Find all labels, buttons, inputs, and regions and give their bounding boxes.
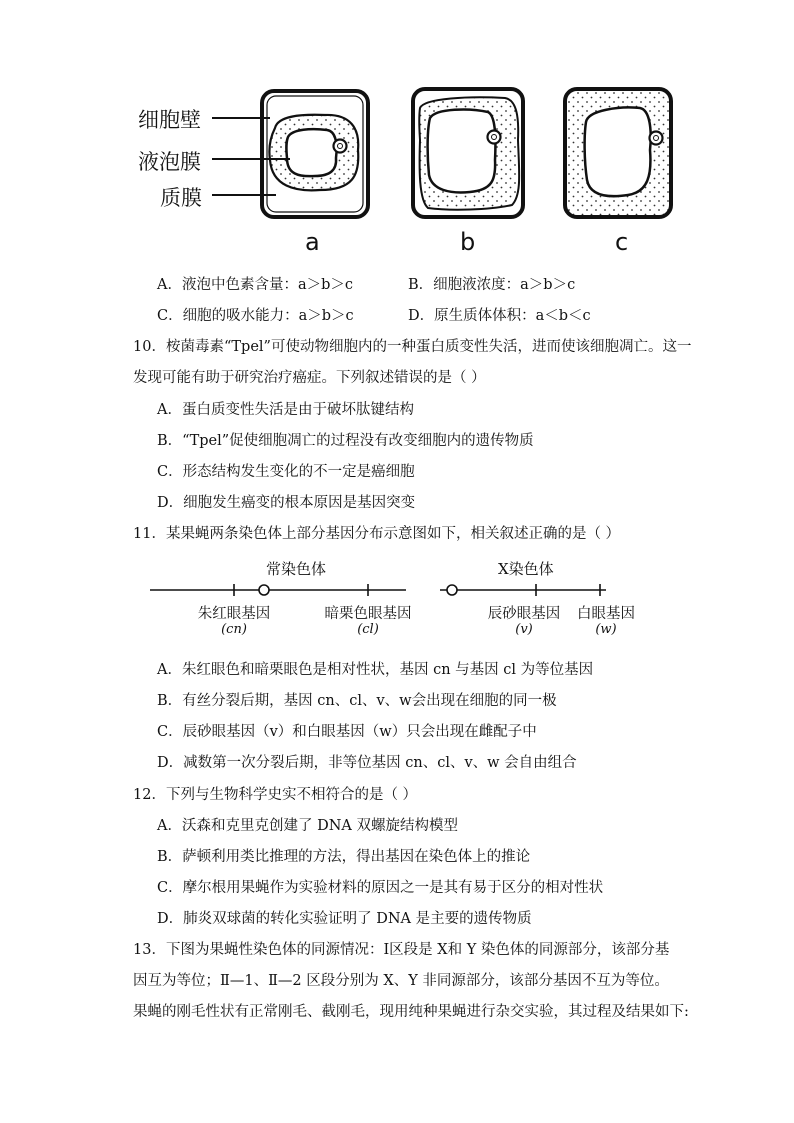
q12-option-a: A．沃森和克里克创建了 DNA 双螺旋结构模型 (157, 818, 458, 834)
q10-option-d: D．细胞发生癌变的根本原因是基因突变 (157, 495, 416, 511)
q10-option-b: B．“Tpel”促使细胞凋亡的过程没有改变细胞内的遗传物质 (157, 433, 534, 449)
q10-stem-line1: 10．桉菌毒素“Tpel”可使动物细胞内的一种蛋白质变性失活，进而使该细胞凋亡。这一 (133, 339, 692, 355)
q9-option-b: B．细胞液浓度：a＞b＞c (408, 277, 576, 293)
q11-option-a: A．朱红眼色和暗栗眼色是相对性状，基因 cn 与基因 cl 为等位基因 (157, 662, 594, 678)
gene-cn-symbol: (cn) (221, 622, 247, 637)
gene-w-symbol: (w) (595, 622, 617, 637)
gene-cl-label: 暗栗色眼基因 (324, 606, 412, 622)
q12-option-d: D．肺炎双球菌的转化实验证明了 DNA 是主要的遗传物质 (157, 911, 532, 927)
q9-option-a: A．液泡中色素含量：a＞b＞c (157, 277, 354, 293)
cell-a (262, 91, 368, 217)
q12-option-c: C．摩尔根用果蝇作为实验材料的原因之一是其有易于区分的相对性状 (157, 880, 604, 896)
gene-v-label: 辰砂眼基因 (487, 606, 561, 622)
q10-stem-line2: 发现可能有助于研究治疗癌症。下列叙述错误的是（ ） (133, 370, 486, 386)
q9-option-d: D．原生质体体积：a＜b＜c (408, 308, 591, 324)
q10-option-c: C．形态结构发生变化的不一定是癌细胞 (157, 464, 415, 480)
autosome-title: 常染色体 (266, 560, 327, 578)
x-chromosome-title: X染色体 (498, 560, 554, 578)
q11-stem: 11．某果蝇两条染色体上部分基因分布示意图如下，相关叙述正确的是（ ） (133, 526, 621, 542)
q12-stem: 12．下列与生物科学史实不相符合的是（ ） (133, 787, 418, 803)
gene-w-label: 白眼基因 (577, 606, 635, 622)
q11-option-c: C．辰砂眼基因（v）和白眼基因（w）只会出现在雌配子中 (157, 724, 537, 740)
q13-line1: 13．下图为果蝇性染色体的同源情况：Ⅰ区段是 X和 Y 染色体的同源部分，该部分基 (133, 942, 670, 958)
cell-b (413, 89, 523, 217)
chromosome-svg (0, 550, 794, 650)
gene-cn-label: 朱红眼基因 (197, 606, 271, 622)
q11-option-d: D．减数第一次分裂后期，非等位基因 cn、cl、v、w 会自由组合 (157, 755, 577, 771)
gene-cl-symbol: (cl) (357, 622, 379, 637)
cell-figure (0, 0, 794, 270)
letter-a: a (305, 228, 320, 256)
cell-c (565, 89, 671, 217)
chromosome-figure (0, 550, 794, 650)
q12-option-b: B．萨顿利用类比推理的方法，得出基因在染色体上的推论 (157, 849, 531, 865)
letter-c: c (615, 228, 629, 256)
q10-option-a: A．蛋白质变性失活是由于破坏肽键结构 (157, 402, 414, 418)
label-plasma-membrane: 质膜 (160, 186, 202, 210)
gene-v-symbol: (v) (515, 622, 533, 637)
q11-option-b: B．有丝分裂后期，基因 cn、cl、v、w会出现在细胞的同一极 (157, 693, 557, 709)
q13-line2: 因互为等位；Ⅱ—1、Ⅱ—2 区段分别为 X、Y 非同源部分，该部分基因不互为等位。 (133, 973, 669, 989)
q9-option-c: C．细胞的吸水能力：a＞b＞c (157, 308, 354, 324)
label-cell-wall: 细胞壁 (138, 108, 201, 132)
q13-line3: 果蝇的刚毛性状有正常刚毛、截刚毛，现用纯种果蝇进行杂交实验，其过程及结果如下: (133, 1004, 689, 1020)
label-vacuole-membrane: 液泡膜 (138, 150, 201, 174)
cell-diagram-svg (0, 0, 794, 270)
letter-b: b (460, 228, 476, 256)
